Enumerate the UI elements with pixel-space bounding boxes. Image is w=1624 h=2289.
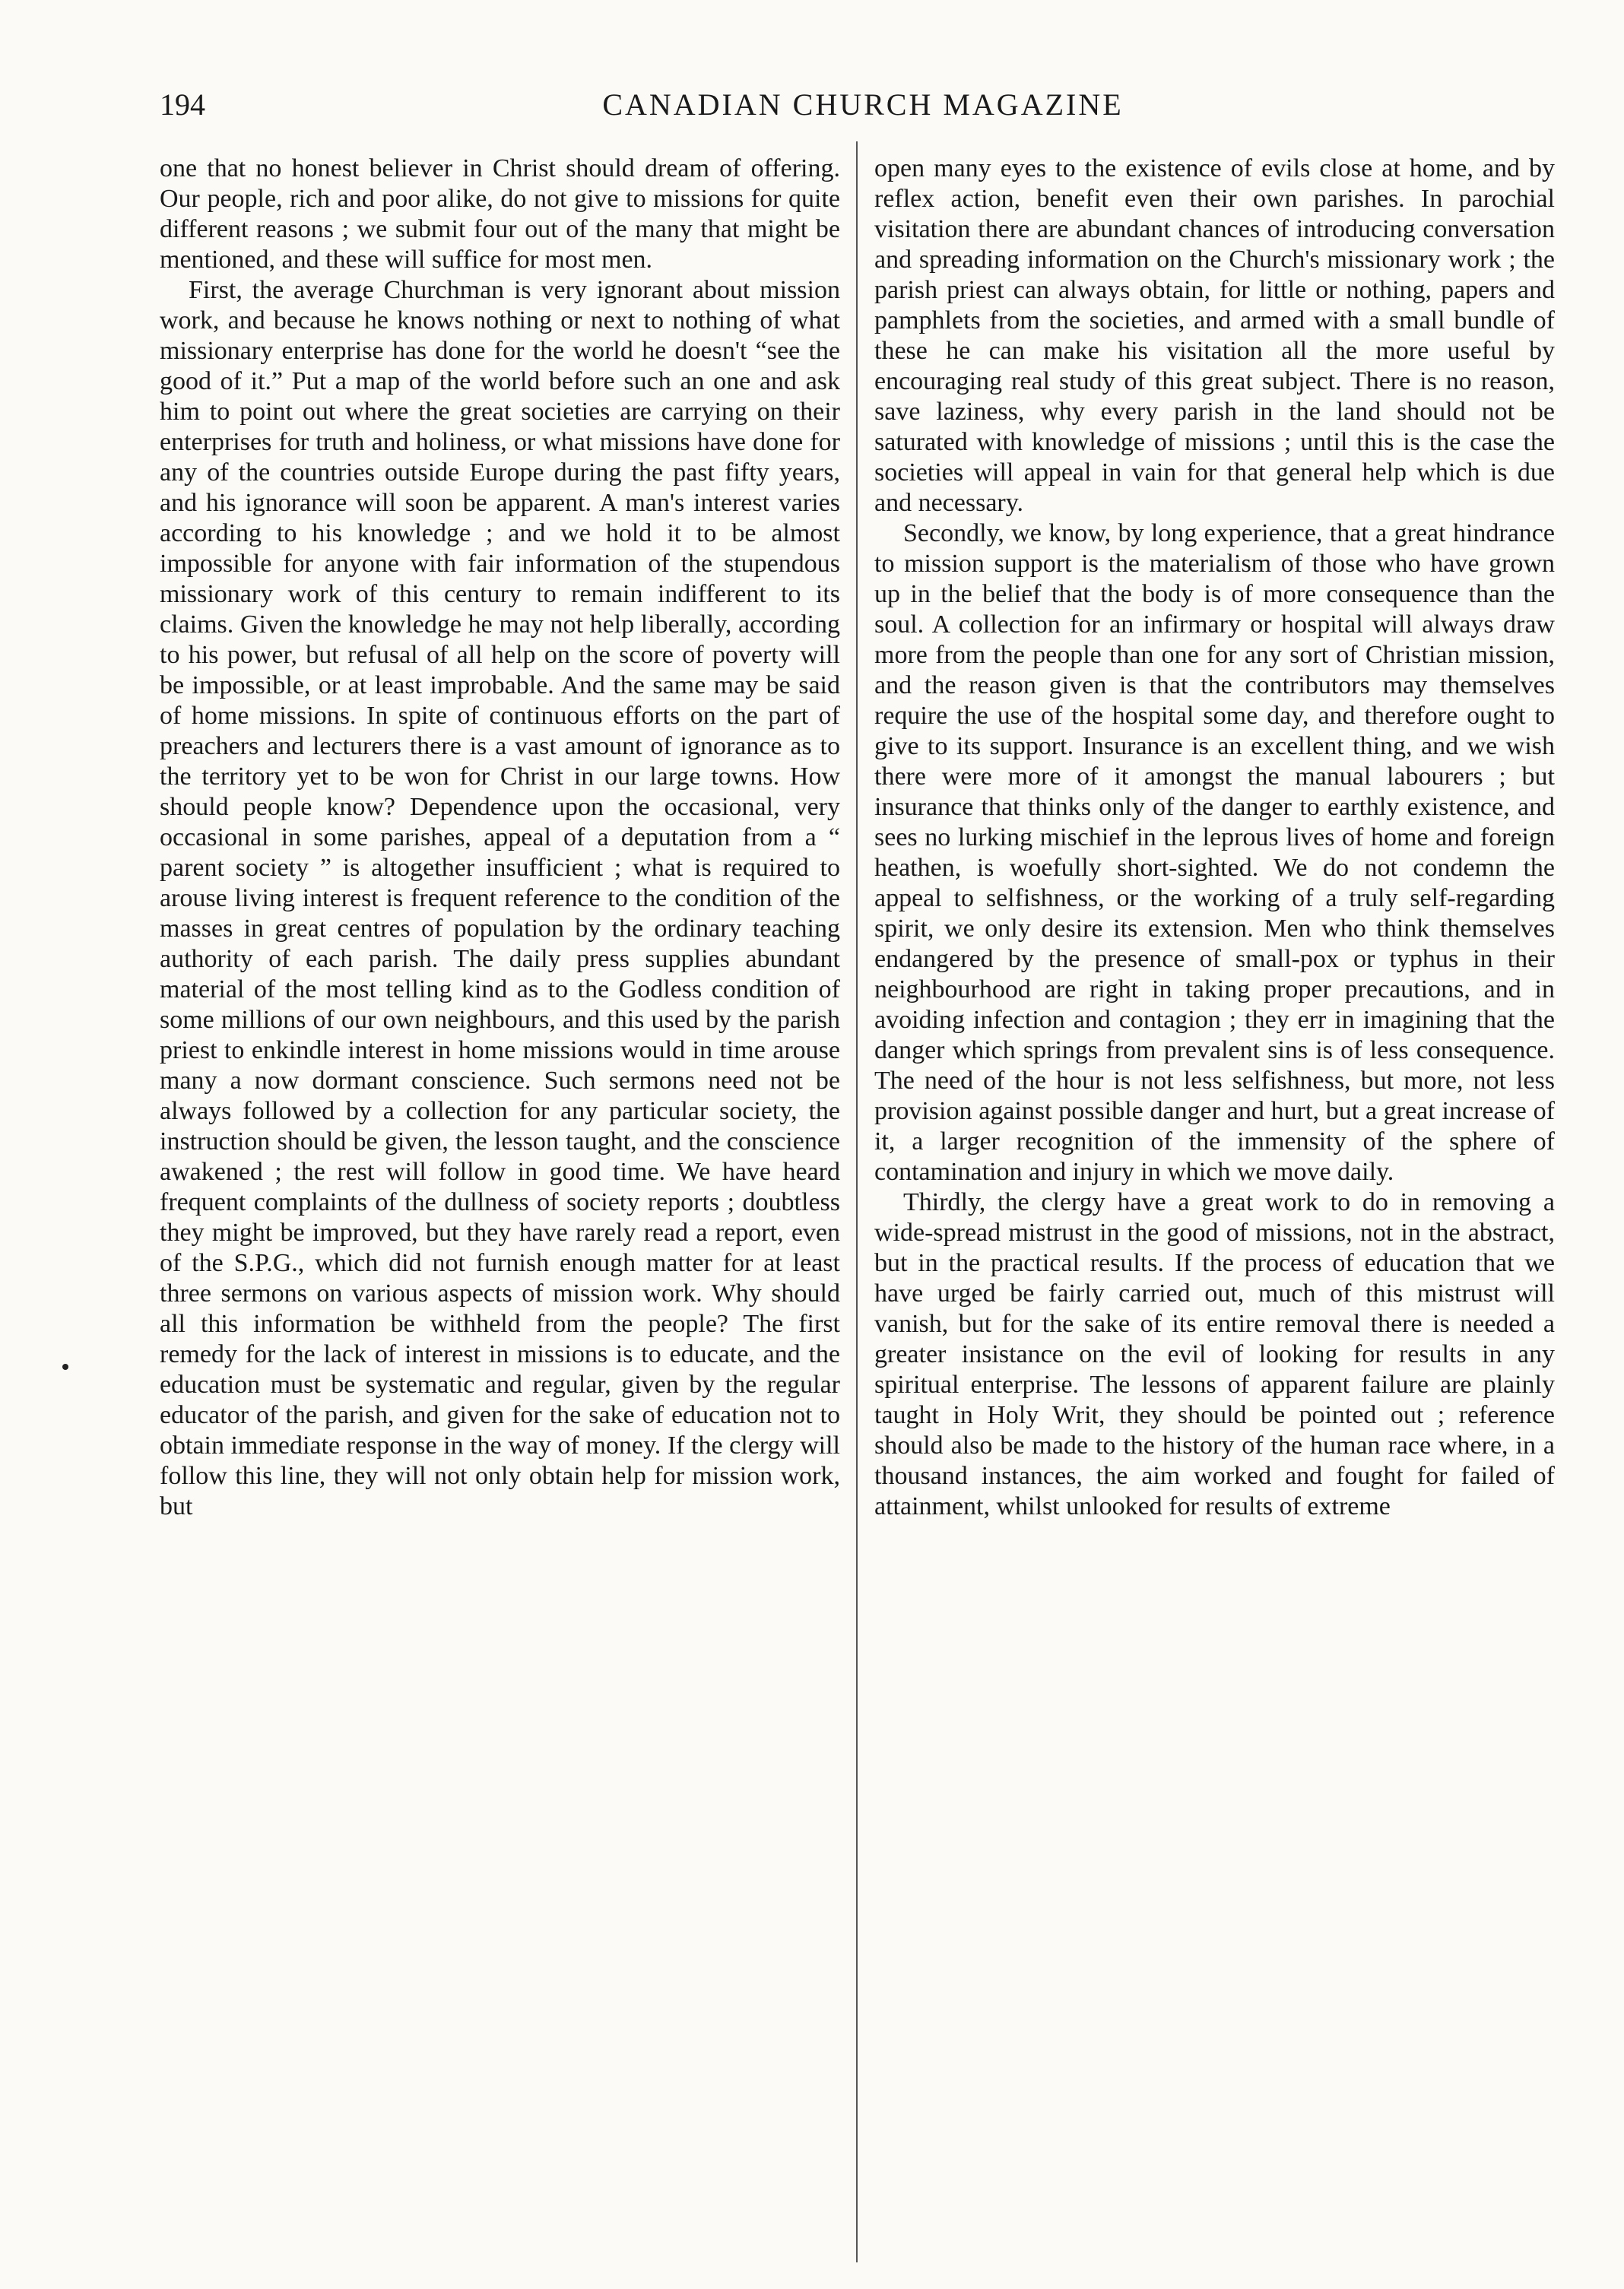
column-divider — [856, 141, 858, 2262]
paragraph: First, the average Churchman is very ignorant about mission work, and because he knows nothing or next to nothing of what missionary enterprise has done for the world he doesn't “see the good of it.” Put a map of the world before such an one and ask him to point out where the great societies are carrying on their enterprises for truth and holiness, or what missions have done for any of the countries outside Europe during the past fifty years, and his ignorance will soon be apparent. A man's interest varies according to his knowledge ; and we hold it to be almost impossible for anyone with fair information of the stupendous missionary work of this century to remain indifferent to its claims. Given the knowledge he may not help liberally, according to his power, but refusal of all help on the score of poverty will be impossible, or at least improbable. And the same may be said of home missions. In spite of continuous efforts on the part of preachers and lecturers there is a vast amount of ignorance as to the territory yet to be won for Christ in our large towns. How should people know? Dependence upon the occasional, very occasional in some parishes, appeal of a deputation from a “ parent society ” is altogether insufficient ; what is required to arouse living interest is frequent reference to the condition of the masses in great centres of population by the ordinary teaching authority of each parish. The daily press supplies abundant material of the most telling kind as to the Godless condition of some millions of our own neighbours, and this used by the parish priest to enkindle interest in home missions would in time arouse many a now dormant conscience. Such sermons need not be always followed by a collection for any particular society, the instruction should be given, the lesson taught, and the conscience awakened ; the rest will follow in good time. We have heard frequent complaints of the dullness of society reports ; doubtless they might be improved, but they have rarely read a report, even of the S.P.G., which did not furnish enough matter for at least three sermons on various aspects of mission work. Why should all this information be withheld from the people? The first remedy for the lack of interest in missions is to educate, and the education must be systematic and regular, given by the regular educator of the parish, and given for the sake of education not to obtain immediate response in the way of money. If the clergy will follow this line, they will not only obtain help for mission work, but — [160, 276, 840, 1520]
left-column — [160, 154, 840, 2252]
paragraph: one that no honest believer in Christ should dream of offering. Our people, rich and poor alike, do not give to missions for quite different reasons ; we submit four out of the many that might be mentioned, and these will suffice for most men. — [160, 154, 840, 274]
paragraph: Thirdly, the clergy have a great work to do in removing a wide-spread mistrust in the good of missions, not in the abstract, but in the practical results. If the process of education that we have urged be fairly carried out, much of this mistrust will vanish, but for the sake of its entire removal there is needed a greater insistance on the evil of looking for results in any spiritual enterprise. The lessons of apparent failure are plainly taught in Holy Writ, they should be pointed out ; reference should also be made to the history of the human race where, in a thousand instances, the aim worked and fought for failed of attainment, whilst unlooked for results of extreme — [874, 1188, 1555, 1520]
paragraph: Secondly, we know, by long experience, that a great hindrance to mission support is the materialism of those who have grown up in the belief that the body is of more consequence than the soul. A collection for an infirmary or hospital will always draw more from the people than one for any sort of Christian mission, and the reason given is that the contributors may themselves require the use of the hospital some day, and therefore ought to give to its support. Insurance is an excellent thing, and we wish there were more of it amongst the manual labourers ; but insurance that thinks only of the danger to earthly existence, and sees no lurking mischief in the leprous lives of home and foreign heathen, is woefully short-sighted. We do not condemn the appeal to selfishness, or the working of a truly self-regarding spirit, we only desire its extension. Men who think themselves endangered by the presence of small-pox or typhus in their neighbourhood are right in taking proper precautions, and in avoiding infection and contagion ; they err in imagining that the danger which springs from prevalent sins is of less consequence. The need of the hour is not less selfishness, but more, not less provision against possible danger and hurt, but a great increase of it, a larger recognition of the immensity of the sphere of contamination and injury in which we move daily. — [874, 519, 1555, 1186]
paragraph: open many eyes to the existence of evils close at home, and by reflex action, benefit even their own parishes. In parochial visitation there are abundant chances of introducing conversation and spreading information on the Church's missionary work ; the parish priest can always obtain, for little or nothing, papers and pamphlets from the societies, and armed with a small bundle of these he can make his visitation all the more useful by encouraging real study of this great subject. There is no reason, save laziness, why every parish in the land should not be saturated with knowledge of missions ; until this is the case the societies will appeal in vain for that general help which is due and necessary. — [874, 154, 1555, 517]
running-title: CANADIAN CHURCH MAGAZINE — [602, 87, 1124, 122]
ink-speck — [62, 1364, 68, 1370]
page-number: 194 — [160, 87, 205, 122]
page-header — [160, 82, 1566, 128]
right-column — [874, 154, 1555, 2252]
